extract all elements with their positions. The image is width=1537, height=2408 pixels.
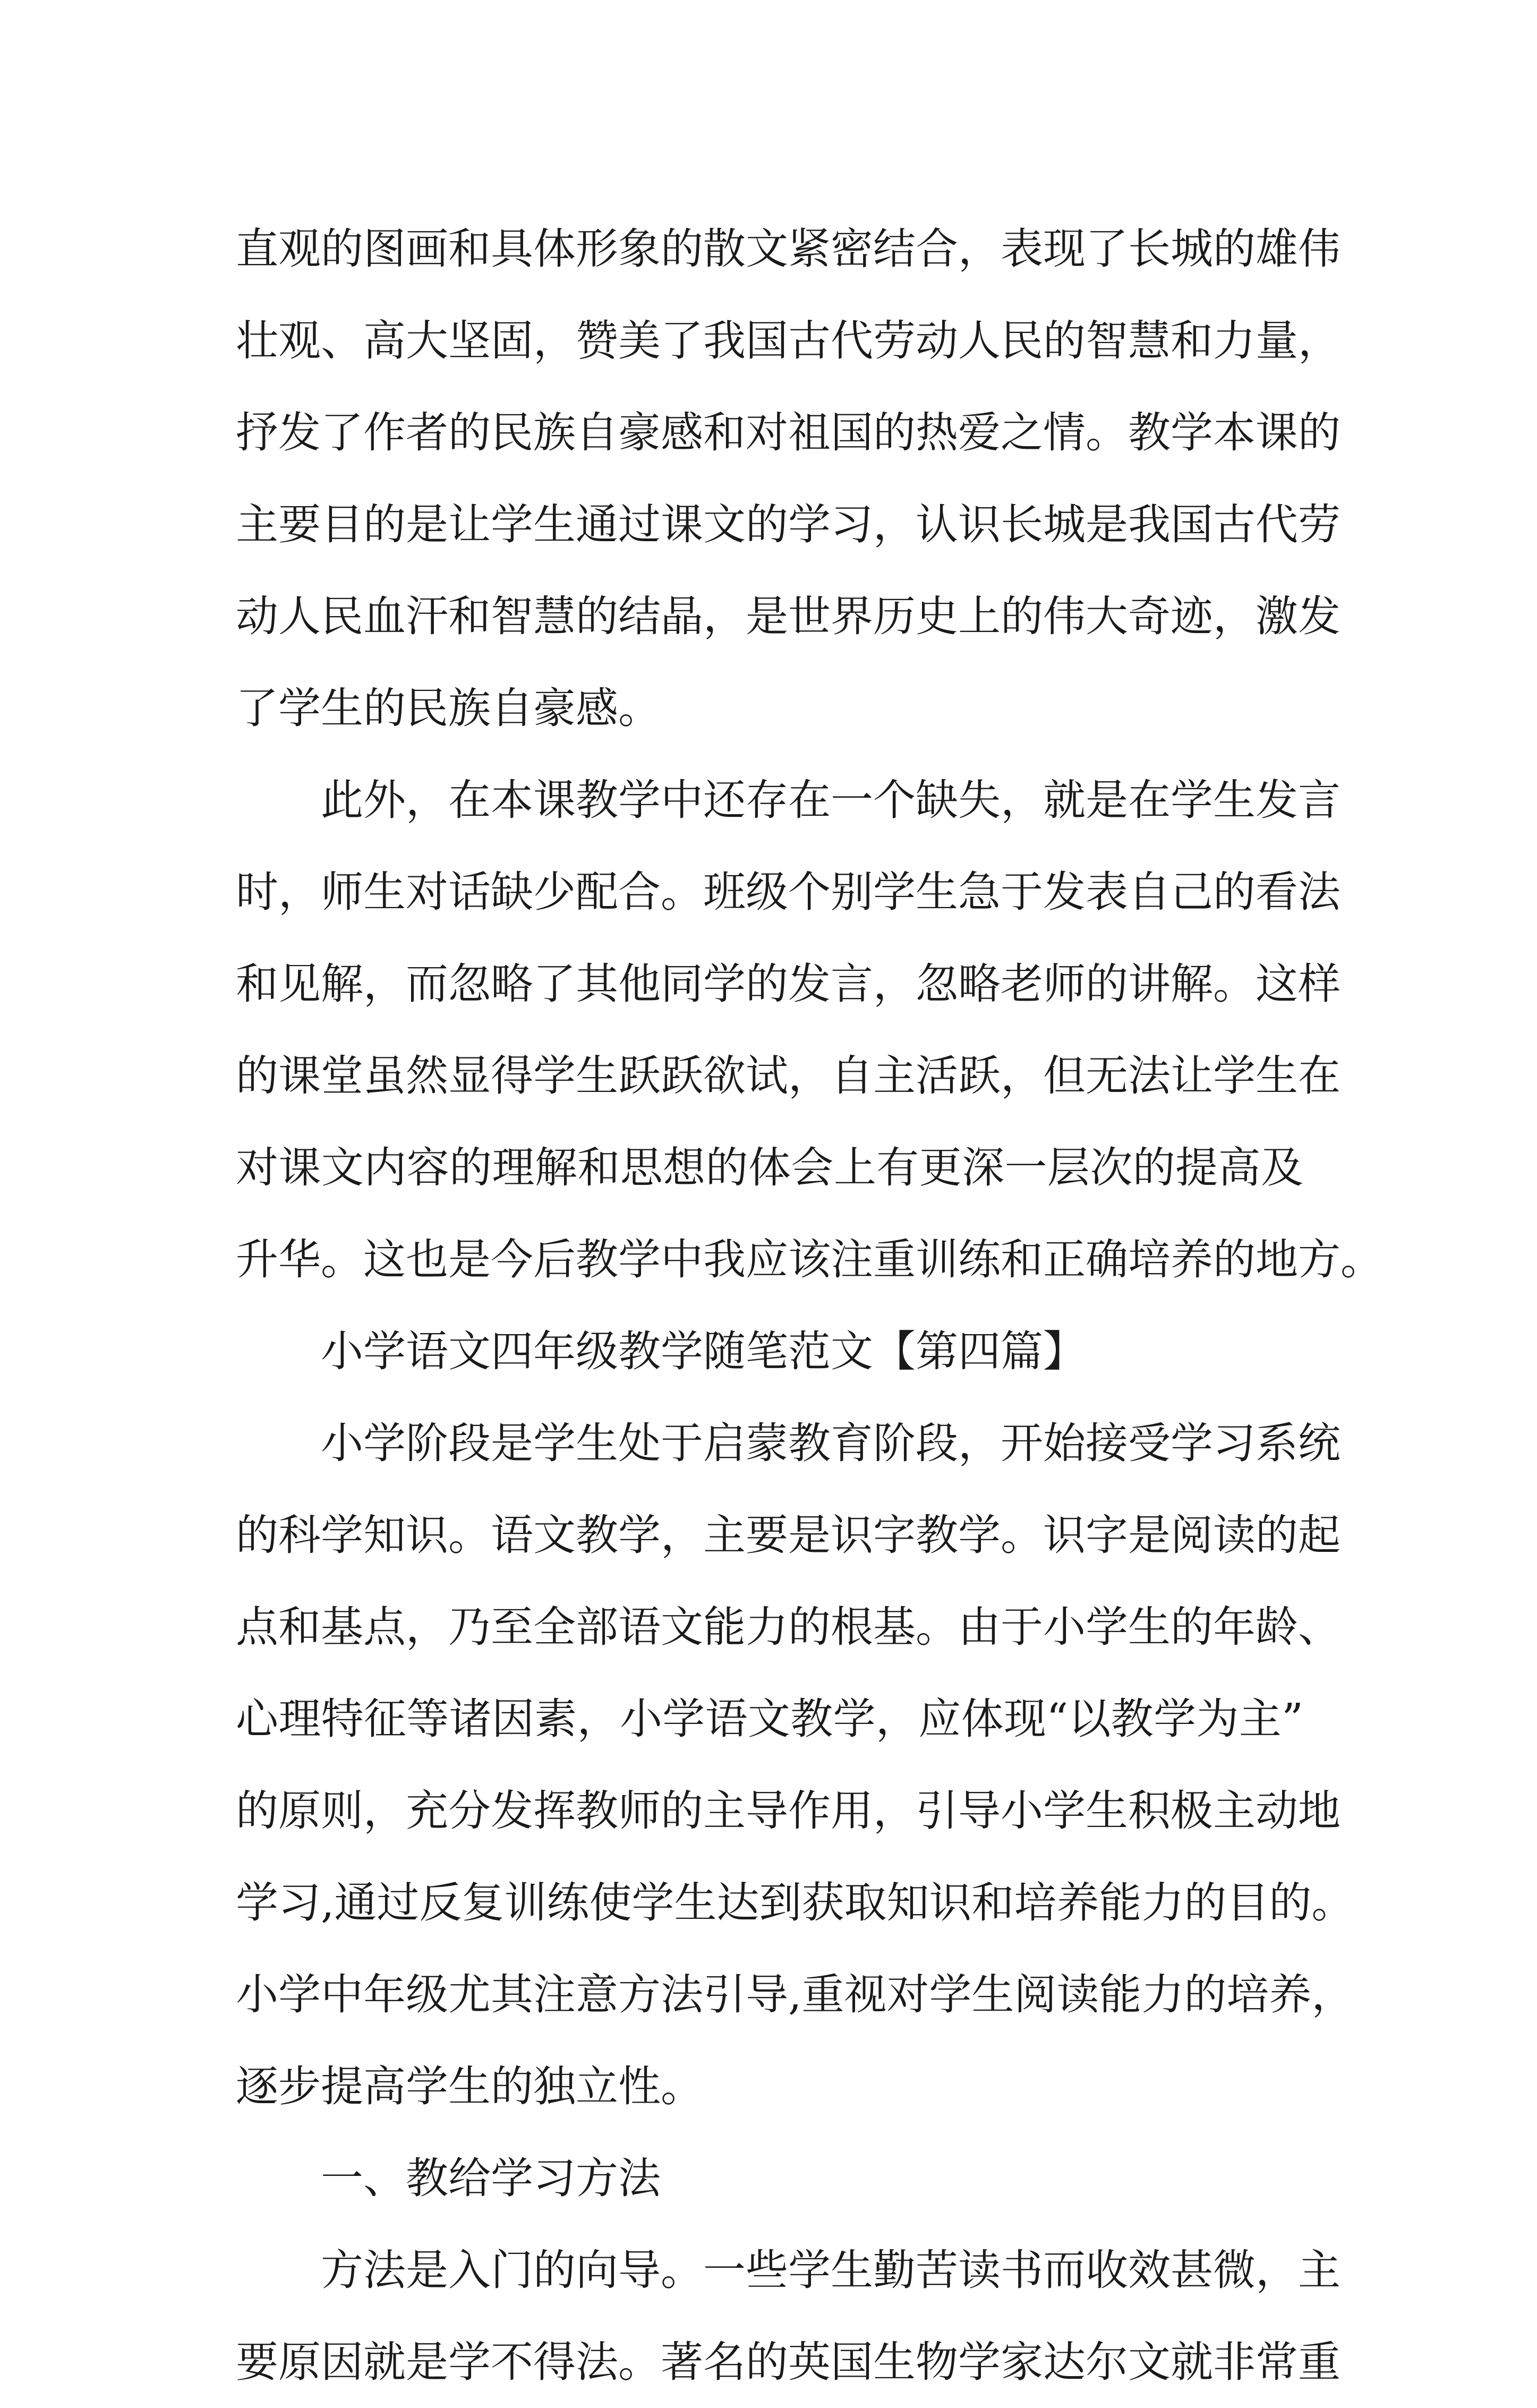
text-line: 的课堂虽然显得学生跃跃欲试，自主活跃，但无法让学生在 [236, 1051, 1340, 1100]
text-line: 升华。这也是今后教学中我应该注重训练和正确培养的地方。 [236, 1235, 1383, 1284]
text-line: 方法是入门的向导。一些学生勤苦读书而收效甚微，主 [321, 2245, 1340, 2295]
text-line: 要原因就是学不得法。著名的英国生物学家达尔文就非常重 [236, 2337, 1340, 2387]
text-line: 时，师生对话缺少配合。班级个别学生急于发表自己的看法 [236, 867, 1340, 917]
text-line: 小学中年级尤其注意方法引导,重视对学生阅读能力的培养， [236, 1970, 1354, 2019]
document-page [236, 203, 1383, 2408]
text-line: 抒发了作者的民族自豪感和对祖国的热爱之情。教学本课的 [236, 408, 1340, 457]
text-line: 此外，在本课教学中还存在一个缺失，就是在学生发言 [321, 775, 1340, 825]
text-line: 小学阶段是学生处于启蒙教育阶段，开始接受学习系统 [321, 1419, 1340, 1468]
text-line: 主要目的是让学生通过课文的学习，认识长城是我国古代劳 [236, 500, 1340, 549]
text-line: 动人民血汗和智慧的结晶，是世界历史上的伟大奇迹，激发 [236, 592, 1340, 641]
text-line: 直观的图画和具体形象的散文紧密结合，表现了长城的雄伟 [236, 224, 1340, 274]
text-line: 的科学知识。语文教学，主要是识字教学。识字是阅读的起 [236, 1510, 1340, 1560]
text-line: 一、教给学习方法 [321, 2154, 661, 2203]
text-line: 的原则，充分发挥教师的主导作用，引导小学生积极主动地 [236, 1786, 1340, 1835]
text-line: 小学语文四年级教学随笔范文【第四篇】 [321, 1327, 1086, 1376]
text-line: 点和基点，乃至全部语文能力的根基。由于小学生的年龄、 [236, 1602, 1340, 1652]
text-line: 和见解，而忽略了其他同学的发言，忽略老师的讲解。这样 [236, 959, 1340, 1009]
text-line: 逐步提高学生的独立性。 [236, 2062, 703, 2111]
text-line: 壮观、高大坚固，赞美了我国古代劳动人民的智慧和力量， [236, 316, 1340, 365]
text-line: 学习,通过反复训练使学生达到获取知识和培养能力的目的。 [236, 1878, 1354, 1927]
text-line: 了学生的民族自豪感。 [236, 684, 661, 733]
text-line: 对课文内容的理解和思想的体会上有更深一层次的提高及 [236, 1143, 1303, 1192]
text-line: 心理特征等诸因素，小学语文教学，应体现“以教学为主” [236, 1694, 1303, 1744]
